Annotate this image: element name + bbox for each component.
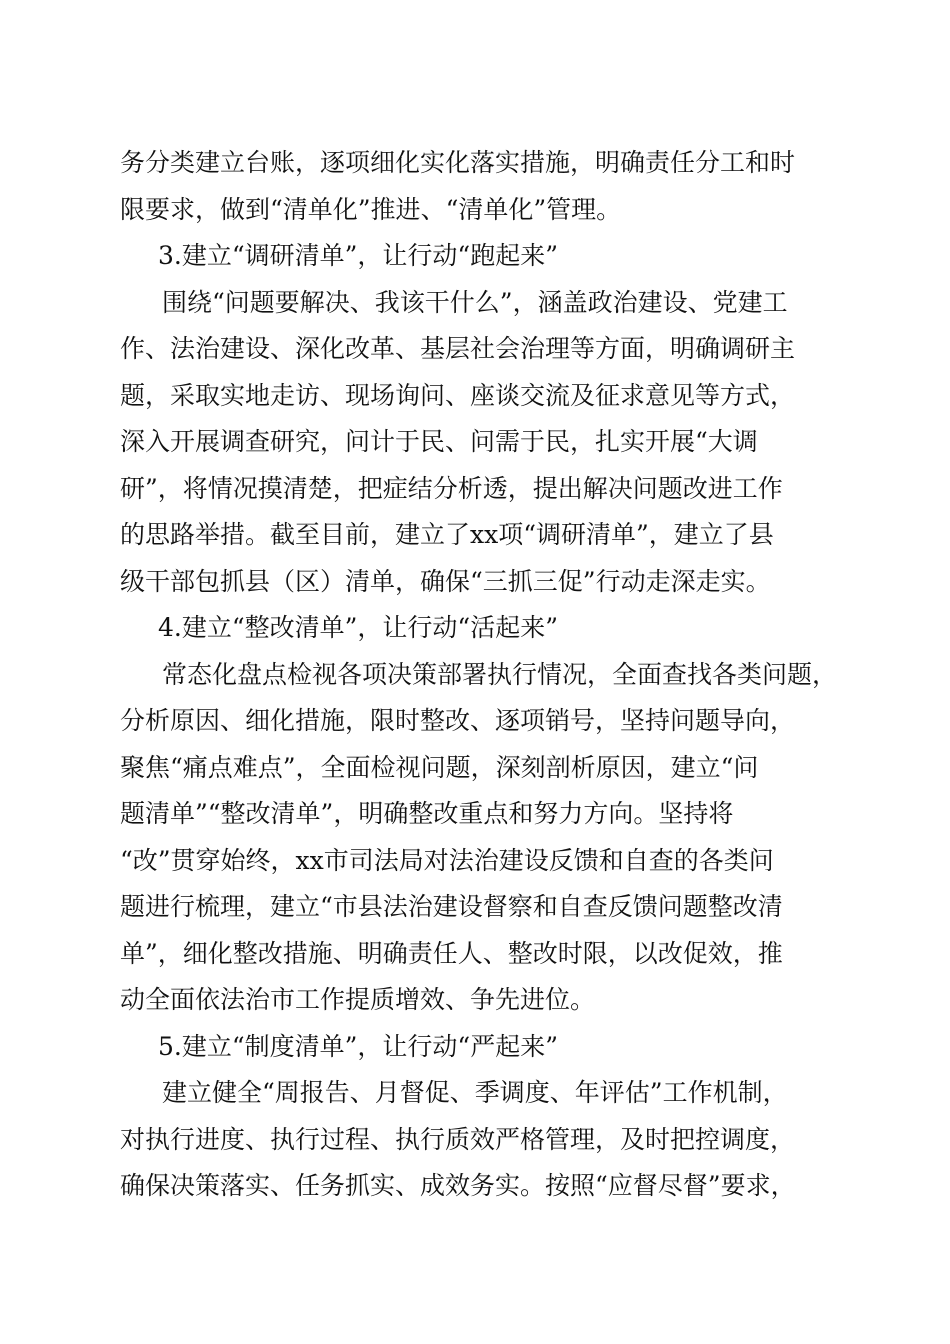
document-body: [120, 140, 840, 1210]
text-line: 题，采取实地走访、现场询问、座谈交流及征求意见等方式，: [120, 380, 796, 410]
text-line: “改”贯穿始终，xx市司法局对法治建设反馈和自查的各类问: [120, 845, 774, 875]
text-line: 确保决策落实、任务抓实、成效务实。按照“应督尽督”要求，: [120, 1171, 796, 1200]
text-line: 围绕“问题要解决、我该干什么”，涵盖政治建设、党建工: [162, 287, 788, 317]
text-line: 级干部包抓县（区）清单，确保“三抓三促”行动走深走实。: [120, 566, 771, 596]
text-line: 动全面依法治市工作提质增效、争先进位。: [120, 985, 596, 1014]
text-line: 研”，将情况摸清楚，把症结分析透，提出解决问题改进工作: [120, 473, 783, 503]
paragraph-system-list: [120, 1070, 840, 1210]
text-line: 对执行进度、执行过程、执行质效严格管理，及时把控调度，: [120, 1124, 796, 1154]
text-line: 分析原因、细化措施，限时整改、逐项销号，坚持问题导向，: [120, 706, 796, 735]
paragraph-rectification-list: [120, 652, 840, 1024]
text-line: 作、法治建设、深化改革、基层社会治理等方面，明确调研主: [120, 334, 796, 363]
section-heading-5: 5.建立“制度清单”，让行动“严起来”: [158, 1031, 558, 1061]
text-line: 单”，细化整改措施、明确责任人、整改时限，以改促效，推: [120, 938, 783, 968]
section-heading-4: 4.建立“整改清单”，让行动“活起来”: [158, 613, 558, 642]
text-line: 聚焦“痛点难点”，全面检视问题，深刻剖析原因，建立“问: [120, 752, 759, 782]
section-heading-3: 3.建立“调研清单”，让行动“跑起来”: [158, 241, 558, 270]
text-line: 题清单”“整改清单”，明确整改重点和努力方向。坚持将: [120, 799, 734, 828]
text-line: 常态化盘点检视各项决策部署执行情况，全面查找各类问题，: [162, 659, 838, 689]
text-line: 建立健全“周报告、月督促、季调度、年评估”工作机制，: [162, 1078, 788, 1107]
paragraph-research-list: [120, 280, 840, 606]
text-line: 的思路举措。截至目前，建立了xx项“调研清单”，建立了县: [120, 520, 774, 549]
text-line: 题进行梳理，建立“市县法治建设督察和自查反馈问题整改清: [120, 892, 783, 921]
text-line: 限要求，做到“清单化”推进、“清单化”管理。: [120, 194, 622, 224]
paragraph-continuation: [120, 140, 840, 233]
text-line: 务分类建立台账，逐项细化实化落实措施，明确责任分工和时: [120, 148, 796, 177]
text-line: 深入开展调查研究，问计于民、问需于民，扎实开展“大调: [120, 427, 758, 456]
